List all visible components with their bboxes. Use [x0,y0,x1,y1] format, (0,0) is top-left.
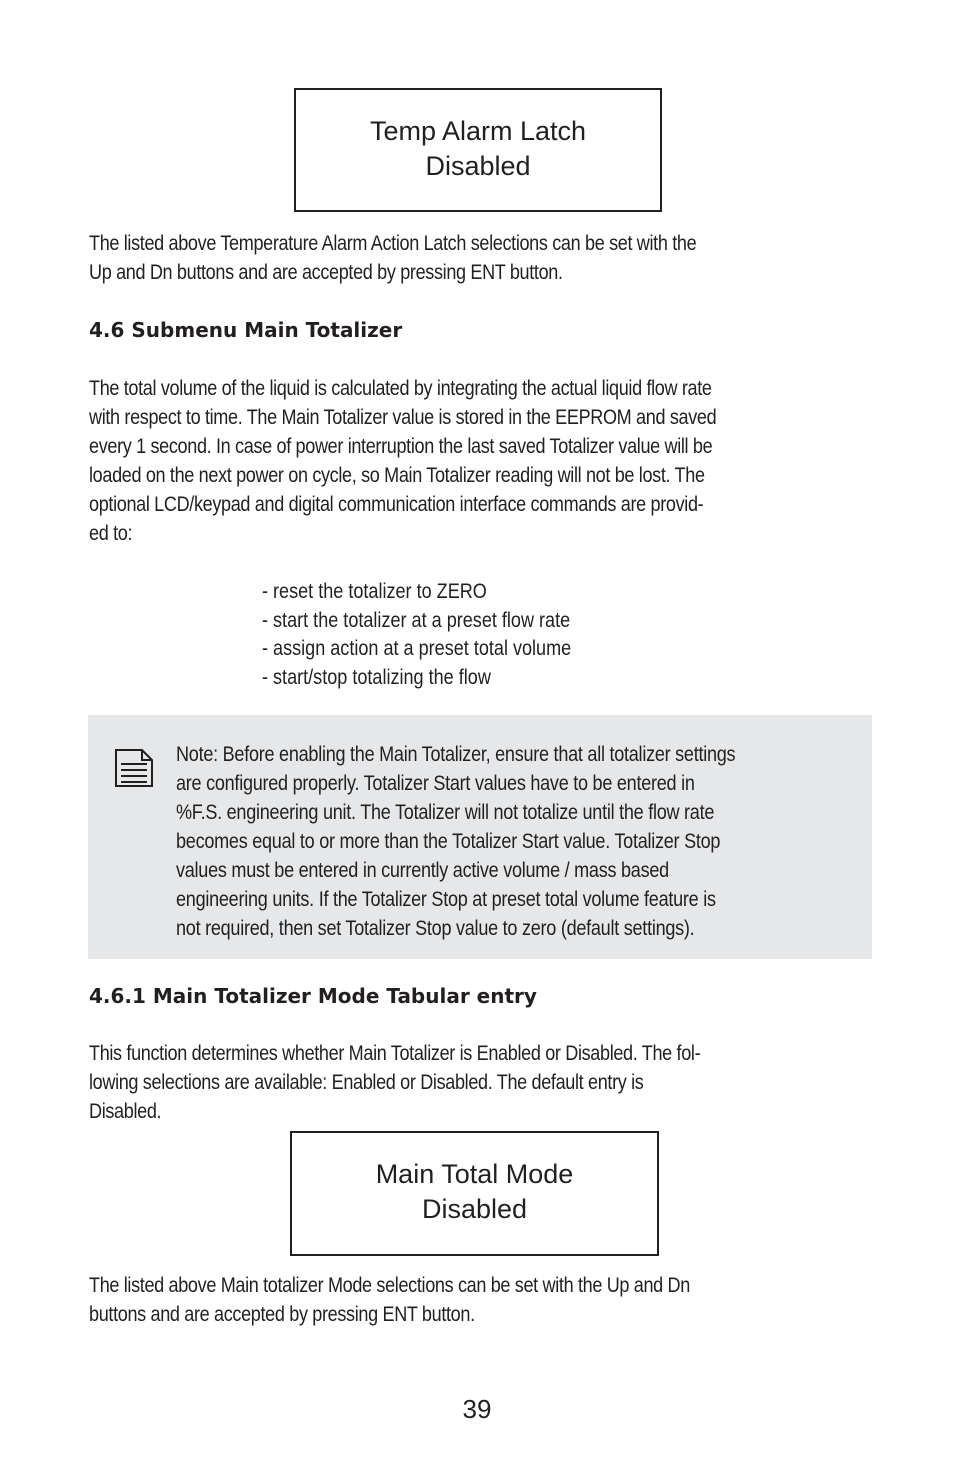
text-line: not required, then set Totalizer Stop value to zero (default settings). [176,917,695,940]
text-line: every 1 second. In case of power interruption the last saved Totalizer value will be [89,435,713,458]
text-line: %F.S. engineering unit. The Totalizer will not totalize until the flow rate [176,801,715,824]
text-line: values must be entered in currently active volume / mass based [176,859,669,882]
lcd-display-temp-alarm-latch [294,88,662,212]
text-line: optional LCD/keypad and digital communication interface commands are provid- [89,493,704,516]
page-number: 39 [462,1394,492,1424]
text-line: ed to: [89,522,133,545]
lcd-display-main-total-mode [290,1131,659,1256]
text-line: buttons and are accepted by pressing ENT button. [89,1303,475,1326]
display-line-1: Main Total Mode [375,1159,574,1189]
text-line: This function determines whether Main Totalizer is Enabled or Disabled. The fol- [89,1042,701,1065]
list-item: - reset the totalizer to ZERO [262,580,487,603]
display-line-2: Disabled [425,151,531,181]
text-line: Disabled. [89,1100,162,1123]
text-line: The total volume of the liquid is calculated by integrating the actual liquid flow rate [89,377,712,400]
note-icon [114,748,154,788]
text-line: engineering units. If the Totalizer Stop at preset total volume feature is [176,888,716,911]
text-line: becomes equal to or more than the Totalizer Start value. Totalizer Stop [176,830,721,853]
section-heading-4-6-1: 4.6.1 Main Totalizer Mode Tabular entry [89,984,537,1008]
list-item: - start the totalizer at a preset flow rate [262,608,571,632]
text-line: lowing selections are available: Enabled or Disabled. The default entry is [89,1071,644,1094]
display-line-1: Temp Alarm Latch [369,116,587,146]
totalizer-command-list [262,578,571,692]
list-item: - start/stop totalizing the flow [262,665,491,689]
note-text [176,740,735,943]
main-totalizer-mode-paragraph [89,1039,768,1126]
text-line: are configured properly. Totalizer Start values have to be entered in [176,772,695,795]
text-line: with respect to time. The Main Totalizer value is stored in the EEPROM and saved [89,406,717,429]
text-line: The listed above Main totalizer Mode selections can be set with the Up and Dn [89,1274,690,1297]
text-line: loaded on the next power on cycle, so Main Totalizer reading will not be lost. The [89,464,705,487]
text-line: The listed above Temperature Alarm Action Latch selections can be set with the [89,232,697,255]
temp-alarm-latch-paragraph [89,229,768,287]
section-heading-4-6: 4.6 Submenu Main Totalizer [89,318,403,342]
display-line-2: Disabled [421,1194,528,1224]
note-box [88,715,872,959]
main-total-mode-selection-paragraph [89,1271,768,1329]
main-totalizer-paragraph [89,374,768,548]
text-line: Note: Before enabling the Main Totalizer, ensure that all totalizer settings [176,743,736,766]
list-item: - assign action at a preset total volume [262,637,572,661]
text-line: Up and Dn buttons and are accepted by pressing ENT button. [89,261,563,284]
